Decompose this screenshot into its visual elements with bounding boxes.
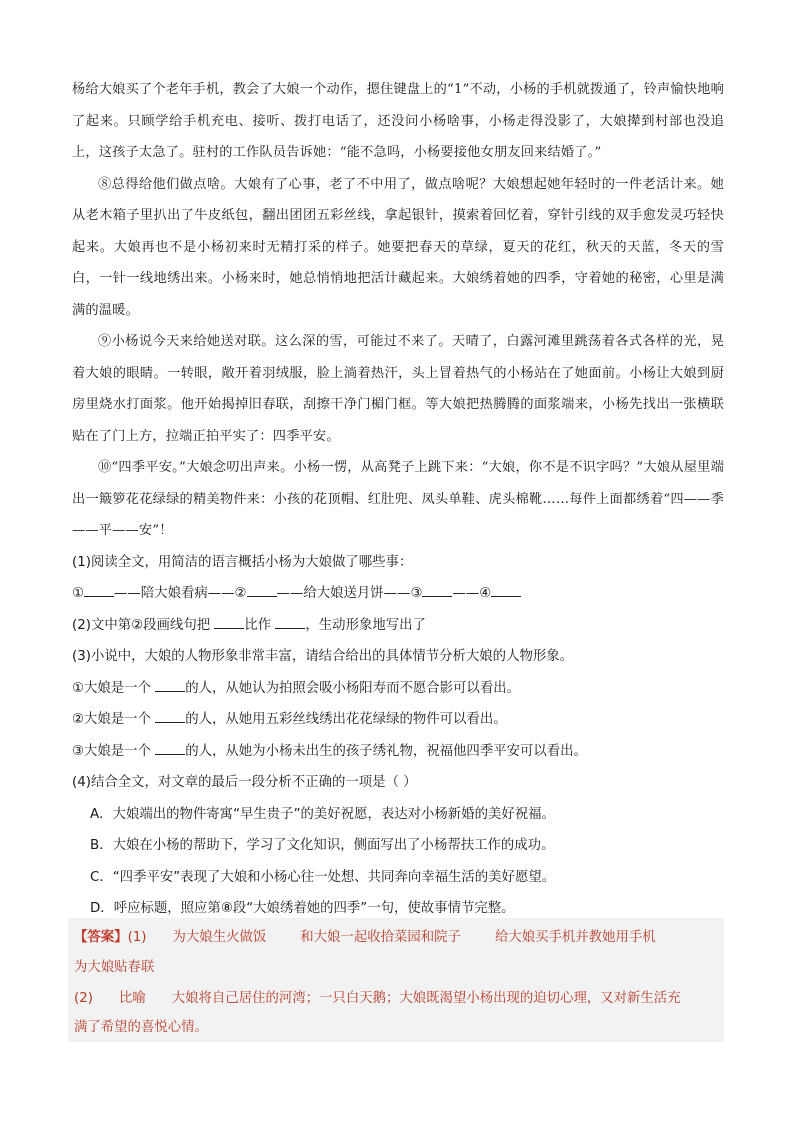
chain-text: ——陪大娘看病—— <box>114 586 235 601</box>
chain-text: —— <box>452 586 480 601</box>
circled-number: ③ <box>410 586 423 601</box>
passage-paragraph: ⑨小杨说今天来给她送对联。这么深的雪，可能过不来了。天晴了，白露河滩里跳荡着各式各样的光，晃着大娘的眼睛。一转眼，敞开着羽绒服，脸上淌着热汗，头上冒着热气的小杨站在了她面前。小杨让大娘到厨房里烧水打面浆。他开始揭掉旧春联，刮擦干净门楣门框。等大娘把热腾腾的面浆端来，小杨先找出一张横联贴在了门上方，拉端正拍平实了：四季平安。 <box>72 334 724 444</box>
choice-option-d[interactable]: D．呼应标题，照应第⑧段“大娘绣着她的四季”一句，使故事情节完整。 <box>90 901 515 916</box>
answer-blank[interactable] <box>155 740 185 755</box>
answer-text: 和大娘一起收拾菜园和院子 <box>300 930 461 945</box>
question-3-item <box>72 704 724 736</box>
choice-option-c[interactable]: C．“四季平安”表现了大娘和小杨心往一处想、共同奔向幸福生活的美好愿望。 <box>90 869 556 885</box>
item-text: 的人，从她用五彩丝线绣出花花绿绿的物件可以看出。 <box>185 712 507 727</box>
answer-blank[interactable] <box>422 582 452 597</box>
answer-blank[interactable] <box>214 614 244 629</box>
answer-text: 为大娘生火做饭 <box>172 930 267 945</box>
item-text: 大娘是一个 <box>84 743 156 759</box>
question-2 <box>72 610 724 642</box>
circled-number: ② <box>72 712 85 727</box>
reading-passage <box>72 74 724 547</box>
item-text: 大娘是一个 <box>84 680 156 696</box>
answer-line <box>74 926 656 945</box>
item-text: 大娘是一个 <box>84 712 156 727</box>
item-text: 的人，从她认为拍照会吸小杨阳寿而不愿合影可以看出。 <box>185 680 520 696</box>
answer-blank[interactable] <box>247 582 277 597</box>
answer-blank[interactable] <box>491 582 521 597</box>
choice-option-b[interactable]: B．大娘在小杨的帮助下，学习了文化知识，侧面写出了小杨帮扶工作的成功。 <box>90 838 555 853</box>
answer-tag: 【答案】 <box>74 930 128 945</box>
chain-text: ——给大娘送月饼—— <box>276 586 411 601</box>
passage-paragraph: ⑩“四季平安。”大娘念叨出声来。小杨一愣，从高凳子上跳下来：“大娘，你不是不识字吗？”大娘从屋里端出一簸箩花花绿绿的精美物件来：小孩的花顶帽、红肚兜、凤头单鞋、虎头棉靴……每件上面都绣着“四——季——平——安”！ <box>72 460 724 538</box>
answer-box <box>68 918 724 1042</box>
answer-line: 为大娘贴春联 <box>74 960 155 975</box>
passage-paragraph: 杨给大娘买了个老年手机，教会了大娘一个动作，摁住键盘上的“1”不动，小杨的手机就拨通了，铃声愉快地响了起来。只顾学给手机充电、接听、拨打电话了，还没问小杨啥事，小杨走得没影了，大娘撵到村部也没追上，这孩子太急了。驻村的工作队员告诉她：“能不急吗，小杨要接他女朋友回来结婚了。” <box>72 82 724 160</box>
circled-number: ④ <box>479 586 492 601</box>
answer-blank[interactable] <box>275 614 305 629</box>
question-2-text: 比作 <box>244 617 276 633</box>
item-text: 的人，从她为小杨未出生的孩子绣礼物，祝福他四季平安可以看出。 <box>185 743 587 759</box>
answer-blank[interactable] <box>84 582 114 597</box>
question-3-item <box>72 673 724 705</box>
question-1-chain <box>72 578 724 610</box>
answer-number: (1) <box>127 930 147 945</box>
circled-number: ① <box>72 586 85 601</box>
answer-blank[interactable] <box>155 708 185 723</box>
circled-number: ③ <box>72 743 85 759</box>
answer-text: 比喻 <box>118 991 146 1006</box>
question-1-prompt: (1)阅读全文，用简洁的语言概括小杨为大娘做了哪些事： <box>72 554 413 570</box>
question-2-text: (2)文中第②段画线句把 <box>72 617 215 633</box>
passage-paragraph: ⑧总得给他们做点啥。大娘有了心事，老了不中用了，做点啥呢？大娘想起她年轻时的一件老活计来。她从老木箱子里扒出了牛皮纸包，翻出团团五彩丝线，拿起银针，摸索着回忆着，穿针引线的双手愈发灵巧轻快起来。大娘再也不是小杨初来时无精打采的样子。她要把春天的草绿，夏天的花红，秋天的天蓝，冬天的雪白，一针一线地绣出来。小杨来时，她总悄悄地把活计藏起来。大娘绣着她的四季，守着她的秘密，心里是满满的温暖。 <box>72 176 724 318</box>
answer-text: 给大娘买手机并教她用手机 <box>494 930 656 945</box>
answer-line: 满了希望的喜悦心情。 <box>74 1020 208 1035</box>
answer-number: (2) <box>74 991 93 1006</box>
question-3-item <box>72 736 724 768</box>
question-section <box>72 547 724 925</box>
question-4-prompt: (4)结合全文，对文章的最后一段分析不正确的一项是（ ） <box>72 775 417 790</box>
circled-number: ① <box>72 680 85 696</box>
question-2-text: ，生动形象地写出了 <box>305 617 426 633</box>
answer-text: 大娘将自己居住的河湾；一只白天鹅；大娘既渴望小杨出现的迫切心理，又对新生活充 <box>171 991 681 1006</box>
question-3-prompt: (3)小说中，大娘的人物形象非常丰富，请结合给出的具体情节分析大娘的人物形象。 <box>72 649 574 664</box>
document-page <box>72 74 724 925</box>
answer-line <box>74 987 681 1006</box>
circled-number: ② <box>234 586 247 601</box>
answer-blank[interactable] <box>155 677 185 692</box>
choice-option-a[interactable]: A．大娘端出的物件寄寓“早生贵子”的美好祝愿，表达对小杨新婚的美好祝福。 <box>90 806 555 822</box>
